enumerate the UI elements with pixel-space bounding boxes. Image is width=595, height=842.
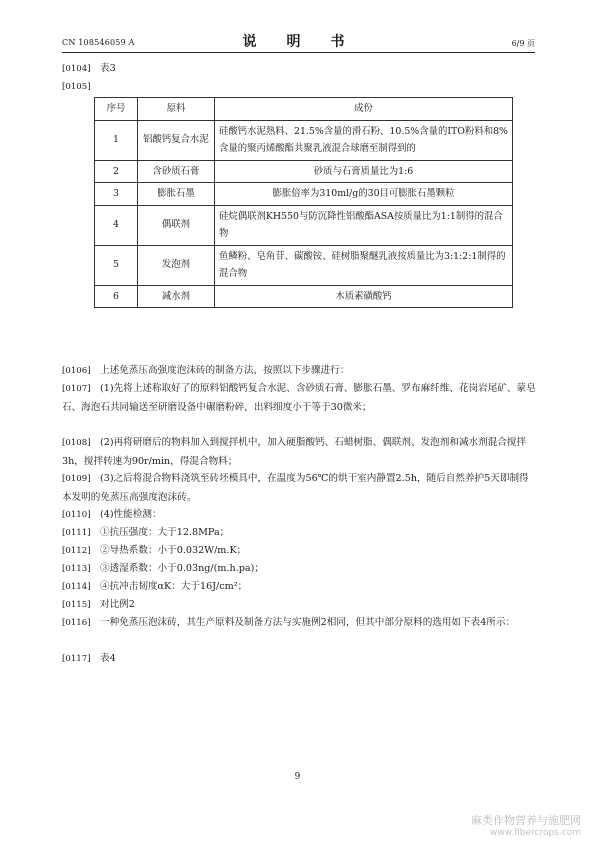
- cell-material: 偶联剂: [138, 205, 215, 245]
- cell-composition: 硅烷偶联剂KH550与防沉降性铝酸酯ASA按质量比为1:1制得的混合物: [215, 205, 513, 245]
- paragraph-0105: [62, 78, 536, 97]
- paragraph-0111: [62, 524, 536, 543]
- paragraph-number: [0116]: [62, 618, 91, 628]
- paragraph-text: 上述免蒸压高强度泡沫砖的制备方法，按照以下步骤进行：: [100, 365, 350, 376]
- cell-composition: 硅酸钙水泥熟料、21.5%含量的滑石粉、10.5%含量的ITO粉料和8%含量的聚丙烯酸酯共聚乳液混合球磨至制得到的: [215, 120, 513, 160]
- header-composition: 成份: [215, 98, 513, 121]
- paragraph-number: [0109]: [62, 474, 91, 484]
- paragraph-0110: [62, 506, 536, 525]
- paragraph-text: 一种免蒸压泡沫砖，其生产原料及制备方法与实施例2相同，但其中部分原料的选用如下表4所示：: [100, 617, 516, 628]
- paragraph-number: [0112]: [62, 546, 91, 556]
- cell-composition: 砂质与石膏质量比为1:6: [215, 160, 513, 183]
- paragraph-text: (4)性能检测：: [100, 509, 162, 520]
- paragraph-0108: [62, 434, 536, 470]
- paragraph-number: [0111]: [62, 528, 91, 538]
- paragraph-0115: [62, 596, 536, 615]
- paragraph-text: ①抗压强度：大于12.8MPa；: [100, 527, 230, 538]
- page-reference: 6/9 页: [511, 39, 535, 48]
- paragraph-text: 表4: [100, 653, 116, 664]
- header-rule: [62, 52, 535, 53]
- paragraph-0106: [62, 362, 536, 381]
- table-row: [95, 183, 513, 206]
- table-row: [95, 120, 513, 160]
- cell-material: 铝酸钙复合水泥: [138, 120, 215, 160]
- paragraph-text: ③透湿系数：小于0.03ng/(m.h.pa)；: [100, 563, 264, 574]
- table-header-row: [95, 98, 513, 121]
- paragraph-number: [0104]: [62, 64, 91, 74]
- cell-composition: 鱼鳞粉、皂角苷、碳酸铵、硅树脂聚醚乳液按质量比为3:1:2:1制得的混合物: [215, 245, 513, 285]
- cell-material: 膨胀石墨: [138, 183, 215, 206]
- paragraph-number: [0114]: [62, 582, 91, 592]
- cell-no: 1: [95, 120, 138, 160]
- watermark-site-name: 麻类作物营养与施肥网: [471, 814, 581, 827]
- paragraph-0109: [62, 470, 536, 506]
- header-material: 原料: [138, 98, 215, 121]
- table-row: [95, 245, 513, 285]
- document-title: 说 明 书: [242, 34, 353, 50]
- paragraph-0117: [62, 650, 536, 669]
- header-no: 序号: [95, 98, 138, 121]
- paragraph-number: [0113]: [62, 564, 91, 574]
- cell-no: 6: [95, 285, 138, 308]
- table-3: [94, 97, 513, 308]
- table-row: [95, 160, 513, 183]
- paragraph-number: [0117]: [62, 654, 91, 664]
- cell-composition: 膨胀倍率为310ml/g的30目可膨胀石墨颗粒: [215, 183, 513, 206]
- cell-material: 发泡剂: [138, 245, 215, 285]
- cell-material: 含砂质石膏: [138, 160, 215, 183]
- page-number: 9: [294, 772, 301, 782]
- paragraph-number: [0105]: [62, 82, 91, 92]
- cell-composition: 木质素磺酸钙: [215, 285, 513, 308]
- table-row: [95, 205, 513, 245]
- watermark-url: www.fibercrops.com: [490, 828, 581, 838]
- paragraph-number: [0107]: [62, 384, 91, 394]
- cell-no: 2: [95, 160, 138, 183]
- paragraph-0112: [62, 542, 536, 561]
- paragraph-0107: [62, 380, 536, 416]
- paragraph-number: [0108]: [62, 438, 91, 448]
- paragraph-0113: [62, 560, 536, 579]
- paragraph-text: ④抗冲击韧度αK：大于16J/cm²；: [100, 581, 248, 592]
- cell-no: 4: [95, 205, 138, 245]
- paragraph-text: (1)先将上述称取好了的原料铝酸钙复合水泥、含砂质石膏、膨胀石墨、罗布麻纤维、花岗岩尾矿、蒙皂石、海泡石共同输送至研磨设备中碾磨粉碎，出料细度小于等于30微米；: [62, 383, 536, 413]
- paragraph-text: ②导热系数：小于0.032W/m.K；: [100, 545, 247, 556]
- patent-number: CN 108546059 A: [62, 38, 135, 47]
- paragraph-number: [0110]: [62, 510, 91, 520]
- paragraph-0116: [62, 614, 536, 633]
- cell-material: 减水剂: [138, 285, 215, 308]
- paragraph-text: 表3: [100, 63, 116, 74]
- paragraph-text: (3)之后将混合物料浇筑至砖坯模具中，在温度为56℃的烘干室内静置2.5h，随后自然养护5天即制得本发明的免蒸压高强度泡沫砖。: [62, 473, 529, 503]
- paragraph-text: 对比例2: [100, 599, 135, 610]
- cell-no: 5: [95, 245, 138, 285]
- cell-no: 3: [95, 183, 138, 206]
- paragraph-number: [0115]: [62, 600, 91, 610]
- paragraph-0104: [62, 60, 536, 79]
- paragraph-text: (2)再将研磨后的物料加入到搅拌机中，加入硬脂酸钙、石蜡树脂、偶联剂、发泡剂和减水剂混合搅拌3h，搅拌转速为90r/min，得混合物料；: [62, 437, 527, 467]
- table-row: [95, 285, 513, 308]
- paragraph-number: [0106]: [62, 366, 91, 376]
- paragraph-0114: [62, 578, 536, 597]
